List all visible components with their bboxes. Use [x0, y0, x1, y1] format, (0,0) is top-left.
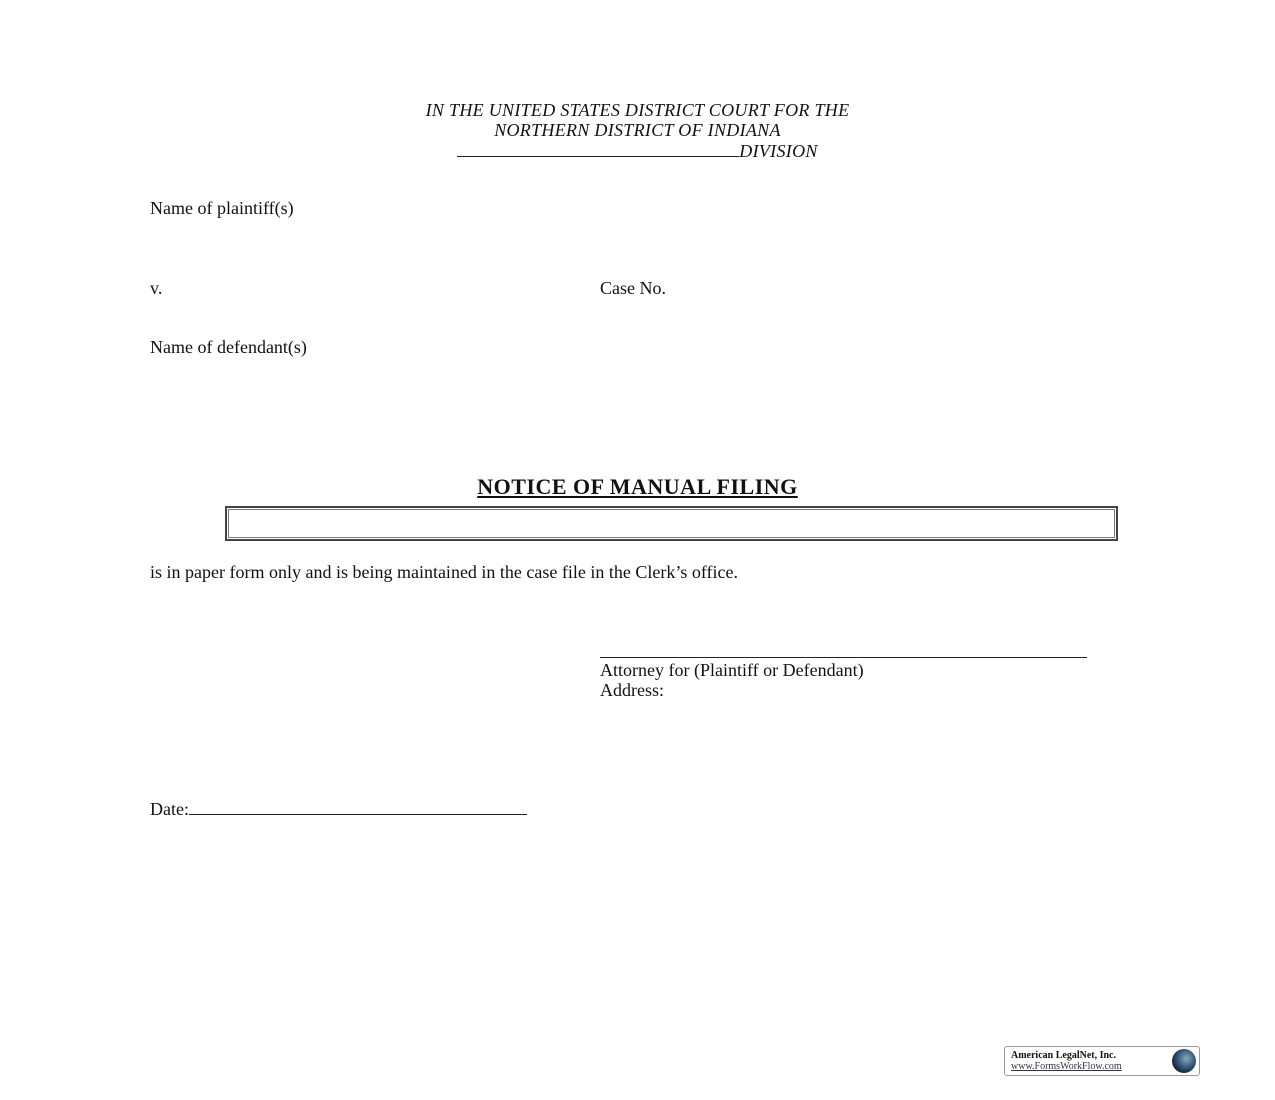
defendant-label: Name of defendant(s) — [150, 337, 307, 357]
globe-icon — [1172, 1049, 1196, 1073]
case-number-label: Case No. — [600, 278, 666, 298]
address-label: Address: — [600, 680, 664, 700]
american-legalnet-logo — [1004, 1046, 1200, 1076]
date-blank[interactable] — [189, 798, 527, 815]
date-row — [150, 798, 527, 819]
body-text: is in paper form only and is being maintained in the case file in the Clerk’s office. — [150, 562, 739, 582]
division-blank[interactable] — [457, 140, 739, 157]
division-label: DIVISION — [739, 141, 818, 161]
attorney-label: Attorney for (Plaintiff or Defendant) — [600, 660, 864, 680]
document-title: NOTICE OF MANUAL FILING — [477, 474, 798, 499]
plaintiff-label: Name of plaintiff(s) — [150, 198, 294, 218]
signature-line[interactable] — [600, 657, 1087, 658]
court-heading-line1: IN THE UNITED STATES DISTRICT COURT FOR THE — [425, 100, 850, 120]
logo-company: American LegalNet, Inc. — [1011, 1050, 1116, 1061]
versus-label: v. — [150, 278, 163, 298]
court-heading-line3 — [0, 140, 1275, 161]
document-name-field[interactable] — [225, 506, 1118, 541]
date-label: Date: — [150, 799, 189, 819]
court-heading-line2: NORTHERN DISTRICT OF INDIANA — [494, 120, 781, 140]
logo-url-link[interactable]: www.FormsWorkFlow.com — [1011, 1061, 1122, 1072]
